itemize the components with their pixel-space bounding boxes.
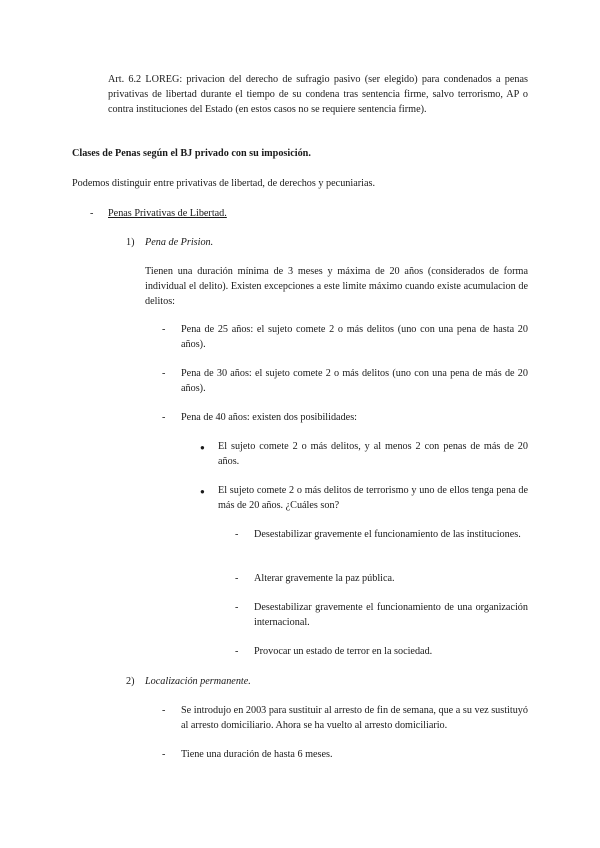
dash-marker: - xyxy=(235,573,239,584)
round-bullet-icon: ● xyxy=(200,487,205,496)
subintro-paragraph: Podemos distinguir entre privativas de libertad, de derechos y pecuniarias. xyxy=(72,178,375,189)
bullet-marker: - xyxy=(162,412,166,423)
item2-number: 2) xyxy=(126,676,135,687)
item1-number: 1) xyxy=(126,237,135,248)
dash-marker: - xyxy=(235,529,239,540)
item1-title: Pena de Prision. xyxy=(145,237,214,248)
bullet-marker: - xyxy=(162,324,166,335)
terror-aim-1: Desestabilizar gravemente el funcionamiento de las instituciones. xyxy=(254,529,521,540)
sub-bullet-1: El sujeto comete 2 o más delitos, y al menos 2 con penas de más de 20 años. xyxy=(218,441,528,467)
bullet-pena-25: Pena de 25 años: el sujeto comete 2 o más delitos (uno con una pena de hasta 20 años). xyxy=(181,324,528,350)
bullet-pena-30: Pena de 30 años: el sujeto comete 2 o más delitos (uno con una pena de más de 20 años). xyxy=(181,368,528,394)
section-heading: Clases de Penas según el BJ privado con su imposición. xyxy=(72,148,311,159)
bullet-pena-40: Pena de 40 años: existen dos posibilidades: xyxy=(181,412,357,423)
intro-paragraph: Art. 6.2 LOREG: privacion del derecho de sufragio pasivo (ser elegido) para condenados a penas privativas de libertad durante el tiempo de su condena tras sentencia firme, salvo terrorismo, AP o contra instituciones del Estado (en estos casos no se requiere sentencia firme). xyxy=(108,74,528,115)
bullet-localizacion-1: Se introdujo en 2003 para sustituir al arresto de fin de semana, que a su vez sustituyó al arresto domiciliario. Ahora se ha vuelto al arresto domiciliario. xyxy=(181,705,528,731)
terror-aim-2: Alterar gravemente la paz pública. xyxy=(254,573,395,584)
bullet-marker: - xyxy=(162,705,166,716)
bullet-localizacion-2: Tiene una duración de hasta 6 meses. xyxy=(181,749,333,760)
item1-paragraph: Tienen una duración mínima de 3 meses y máxima de 20 años (considerados de forma individual el delito). Existen excepciones a este limite máximo cuando existe acumulacion de delitos: xyxy=(145,266,528,307)
dash-marker: - xyxy=(235,602,239,613)
terror-aim-4: Provocar un estado de terror en la sociedad. xyxy=(254,646,433,657)
section1-marker: - xyxy=(90,208,94,219)
item2-title: Localización permanente. xyxy=(145,676,251,687)
terror-aim-3: Desestabilizar gravemente el funcionamiento de una organización internacional. xyxy=(254,602,528,628)
bullet-marker: - xyxy=(162,368,166,379)
bullet-marker: - xyxy=(162,749,166,760)
section1-title: Penas Privativas de Libertad. xyxy=(108,208,227,219)
dash-marker: - xyxy=(235,646,239,657)
sub-bullet-2: El sujeto comete 2 o más delitos de terrorismo y uno de ellos tenga pena de más de 20 años. ¿Cuáles son? xyxy=(218,485,528,511)
round-bullet-icon: ● xyxy=(200,443,205,452)
